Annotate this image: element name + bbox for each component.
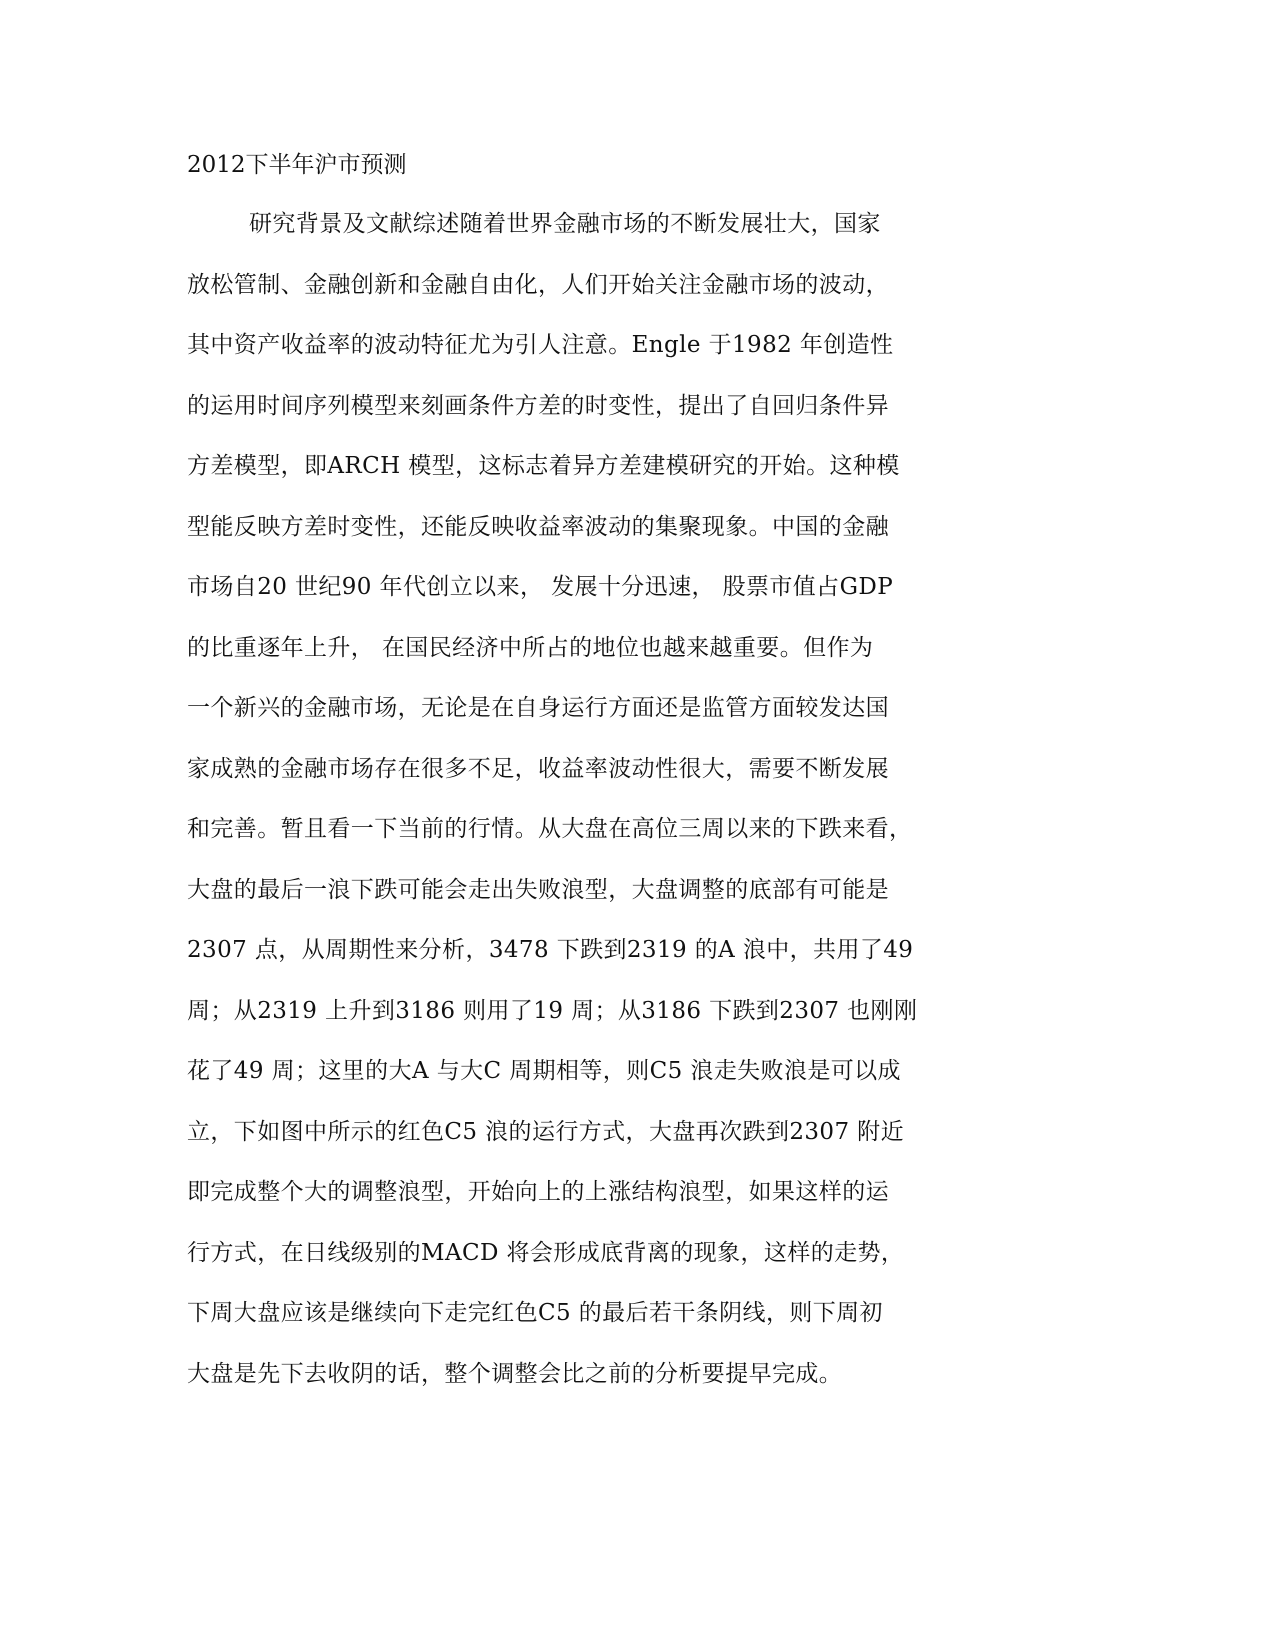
document-title: 2012下半年沪市预测 xyxy=(187,152,407,178)
body-line: 市场自20 世纪90 年代创立以来， 发展十分迅速， 股票市值占GDP xyxy=(187,574,894,600)
document-body xyxy=(187,209,967,1419)
body-line: 的比重逐年上升， 在国民经济中所占的地位也越来越重要。但作为 xyxy=(187,634,874,661)
body-line: 周；从2319 上升到3186 则用了19 周；从3186 下跌到2307 也刚刚 xyxy=(187,997,918,1024)
body-line: 和完善。暂且看一下当前的行情。从大盘在高位三周以来的下跌来看， xyxy=(187,816,913,842)
body-line: 型能反映方差时变性，还能反映收益率波动的集聚现象。中国的金融 xyxy=(187,513,889,540)
body-line: 花了49 周；这里的大A 与大C 周期相等，则C5 浪走失败浪是可以成 xyxy=(187,1058,901,1084)
body-line: 家成熟的金融市场存在很多不足，收益率波动性很大，需要不断发展 xyxy=(187,755,889,782)
body-line: 大盘是先下去收阴的话，整个调整会比之前的分析要提早完成。 xyxy=(187,1360,843,1387)
body-line: 下周大盘应该是继续向下走完红色C5 的最后若干条阴线，则下周初 xyxy=(187,1300,883,1326)
body-line: 立，下如图中所示的红色C5 浪的运行方式，大盘再次跌到2307 附近 xyxy=(187,1118,904,1145)
body-line: 2307 点，从周期性来分析，3478 下跌到2319 的A 浪中，共用了49 xyxy=(187,937,914,963)
body-line: 研究背景及文献综述随着世界金融市场的不断发展壮大，国家 xyxy=(249,211,881,237)
body-line: 其中资产收益率的波动特征尤为引人注意。Engle 于1982 年创造性 xyxy=(187,332,894,358)
body-line: 的运用时间序列模型来刻画条件方差的时变性，提出了自回归条件异 xyxy=(187,392,889,419)
body-line: 即完成整个大的调整浪型，开始向上的上涨结构浪型，如果这样的运 xyxy=(187,1179,889,1205)
body-line: 大盘的最后一浪下跌可能会走出失败浪型，大盘调整的底部有可能是 xyxy=(187,876,889,903)
body-line: 放松管制、金融创新和金融自由化，人们开始关注金融市场的波动， xyxy=(187,271,889,298)
body-line: 方差模型，即ARCH 模型，这标志着异方差建模研究的开始。这种模 xyxy=(187,453,900,479)
body-line: 行方式，在日线级别的MACD 将会形成底背离的现象，这样的走势， xyxy=(187,1239,905,1266)
body-line: 一个新兴的金融市场，无论是在自身运行方面还是监管方面较发达国 xyxy=(187,695,889,721)
